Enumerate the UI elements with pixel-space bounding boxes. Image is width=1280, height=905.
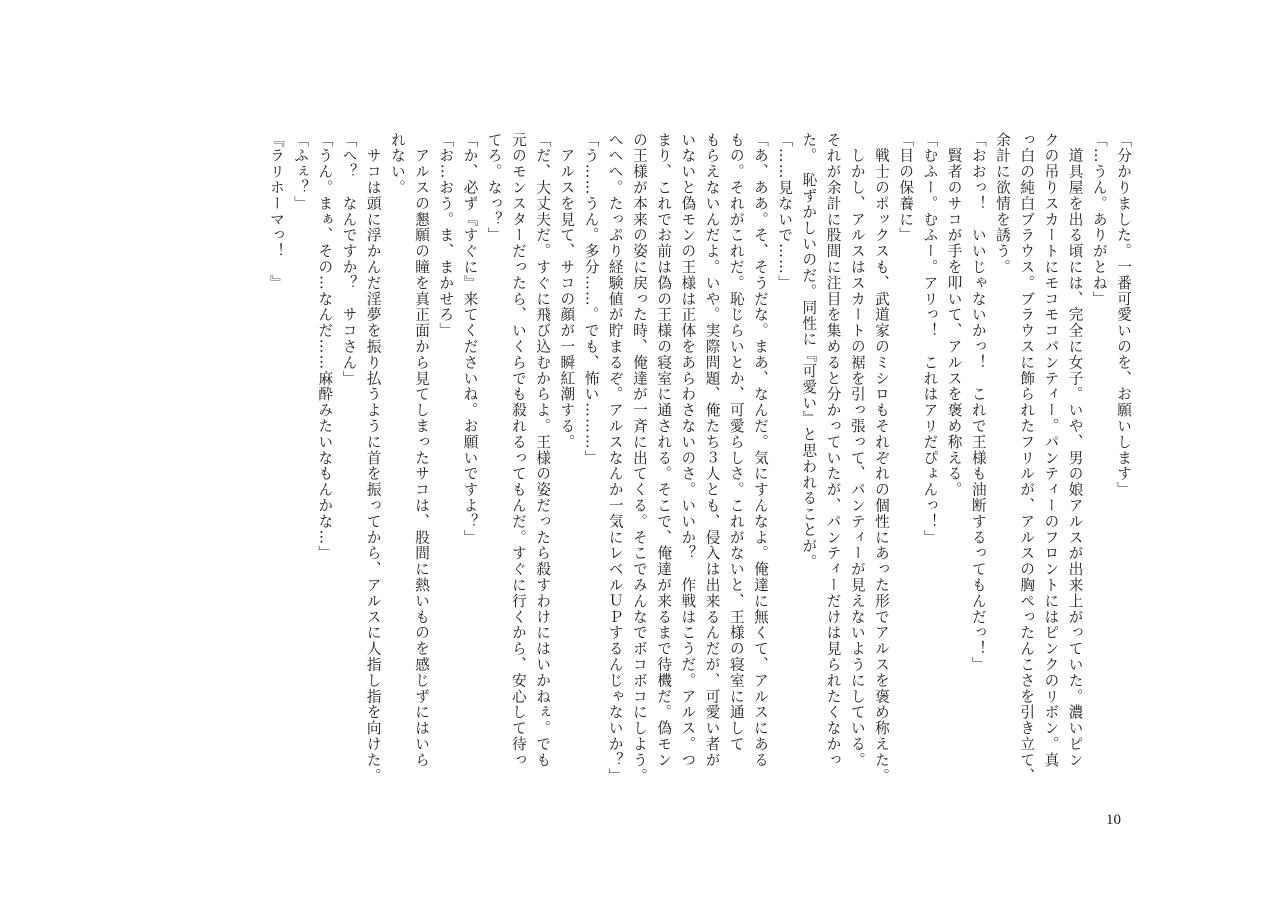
- text-column: てろ。なっ？」: [485, 132, 503, 244]
- text-column: た。 恥ずかしいのだ。同性に『可愛い』と思われることが。: [800, 132, 818, 570]
- text-column: 「あ、ああ。そ、そうだな。まあ、なんだ。気にすんなよ。俺達に無くて、アルスにある: [751, 132, 769, 768]
- text-column: 「か、必ず『すぐに』来てくださいね。お願いですよ？」: [461, 132, 479, 546]
- text-column: 余計に欲情を誘う。: [993, 132, 1011, 276]
- text-column: 元のモンスターだったら、いくらでも殺れるってもんだ。すぐに行くから、安心して待っ: [509, 132, 527, 768]
- text-column: 「むふー。むふー。アリっ！ これはアリだぴょんっ！」: [921, 132, 939, 546]
- text-column: アルスを見て、サコの顔が一瞬紅潮する。: [558, 132, 576, 450]
- text-column: 「……見ないで……」: [776, 132, 794, 291]
- text-column: へへへ。たっぷり経験値が貯まるぞ。アルスなんか一気にレベルＵＰするんじゃないか？」: [606, 132, 624, 784]
- text-column: 道具屋を出る頃には、完全に女子。いや、男の娘アルスが出来上がっていた。濃いピン: [1066, 132, 1084, 768]
- text-column: 「お…おう。ま、まかせろ」: [437, 132, 455, 339]
- text-column: 「へ？ なんですか？ サコさん」: [340, 132, 358, 387]
- text-column: しかし、アルスはスカートの裾を引っ張って、パンティーが見えないようにしている。: [848, 132, 866, 768]
- text-column: れない。: [388, 132, 406, 196]
- vertical-text-body: [135, 132, 1135, 797]
- text-column: 戦士のポックスも、武道家のミシロもそれぞれの個性にあった形でアルスを褒め称えた。: [872, 132, 890, 784]
- text-column: サコは頭に浮かんだ淫夢を振り払うように首を振ってから、アルスに人指し指を向けた。: [364, 132, 382, 784]
- text-column: 「おおっ！ いいじゃないかっ！ これで王様も油断するってもんだっ！」: [969, 132, 987, 673]
- text-column: クの吊りスカートにモコモコパンティー。パンティーのフロントにはピンクのリボン。真: [1042, 132, 1060, 768]
- text-column: いないと偽モンの王様は正体をあらわさないのさ。いいか？ 作戦はこうだ。アルス。つ: [679, 132, 697, 768]
- text-column: 「うん。まぁ、その…なんだ……麻酔みたいなもんかな…」: [316, 132, 334, 562]
- text-column: 『ラリホーマっ！ 』: [267, 132, 285, 291]
- text-column: 「だ、大丈夫だ。すぐに飛び込むからよ。王様の姿だったら殺すわけにはいかねぇ。でも: [534, 132, 552, 768]
- text-column: もらえないんだよ。いや。実際問題、俺たち３人とも、侵入は出来るんだが、可愛い者が: [703, 132, 721, 768]
- text-column: 「ふぇ？」: [292, 132, 310, 212]
- text-column: 賢者のサコが手を叩いて、アルスを褒め称える。: [945, 132, 963, 498]
- text-column: それが余計に股間に注目を集めると分かっていたが、パンティーだけは見られたくなかっ: [824, 132, 842, 768]
- text-column: 「…うん。ありがとね」: [1090, 132, 1108, 307]
- page-number: 10: [1106, 812, 1121, 828]
- text-column: の王様が本来の姿に戻った時、俺達が一斉に出てくる。そこでみんなでボコボコにしよう。: [630, 132, 648, 784]
- text-column: もの。それがこれだ。恥じらいとか、可愛らしさ。これがないと、王様の寝室に通して: [727, 132, 745, 753]
- text-column: っ白の純白ブラウス。ブラウスに飾られたフリルが、アルスの胸ぺったんこさを引き立て、: [1018, 132, 1036, 784]
- text-column: 「う……うん。多分……。でも、怖い………」: [582, 132, 600, 466]
- text-column: 「分かりました。一番可愛いのを、お願いします」: [1115, 132, 1132, 498]
- text-column: 「目の保養に」: [897, 132, 915, 244]
- text-column: アルスの懇願の瞳を真正面から見てしまったサコは、股間に熱いものを感じずにはいら: [413, 132, 431, 768]
- text-column: まり、これでお前は偽の王様の寝室に通される。そこで、俺達が来るまで待機だ。偽モン: [655, 132, 673, 768]
